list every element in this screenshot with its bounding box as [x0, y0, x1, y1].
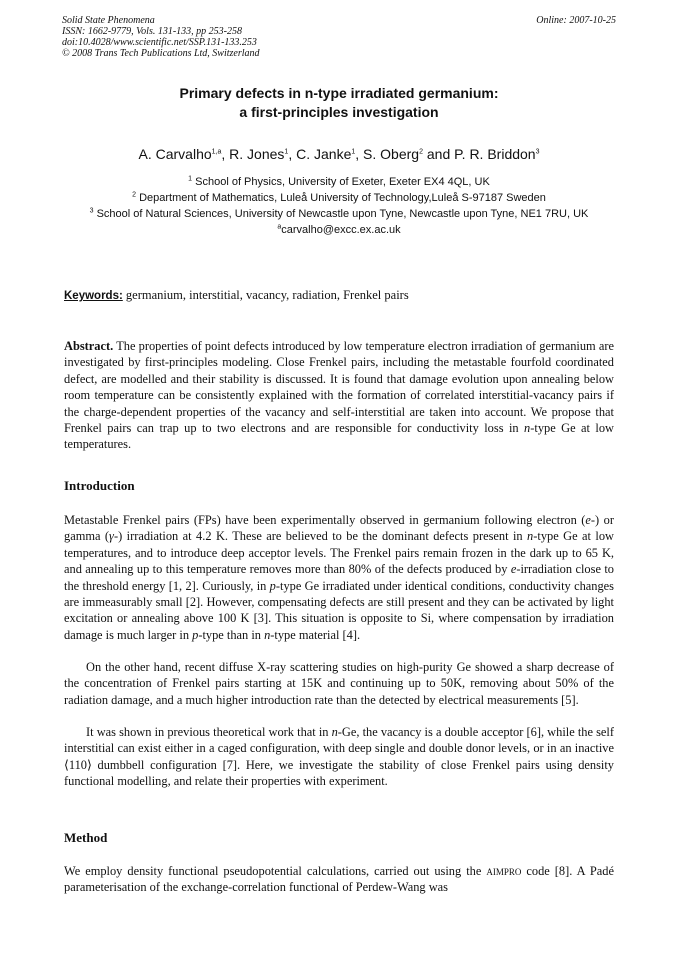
affiliation-1: [62, 174, 616, 190]
abstract-text: The properties of point defects introduced by low temperature electron irradiation of germanium are investigated by first-principles modeling. Close Frenkel pairs, including the metastable fourfold coordinated defect, are modelled and their stability is discussed. It is found that damage evolution upon annealing below room temperature can be consistently explained with the formation of correlated interstitial-vacancy pairs if the charge-dependent properties of the vacancy and self-interstitial are taken into account. We propose that Frenkel pairs can trap up to two electrons and are responsible for conductivity loss in: [64, 339, 615, 436]
affiliation-text: School of Natural Sciences, University of Newcastle upon Tyne, Newcastle upon Tyne, NE1 7RU, UK: [96, 208, 589, 220]
abstract: [64, 338, 614, 453]
italic-p: p: [269, 578, 276, 593]
text-run: -) or gamma (: [64, 513, 614, 544]
author-name: P. R. Briddon: [454, 146, 536, 162]
doi-line: doi:10.4028/www.scientific.net/SSP.131-133.253: [62, 37, 257, 48]
affiliation-text: Department of Mathematics, Luleå University of Technology,Luleå S-97187 Sweden: [139, 192, 546, 204]
affiliation-text: School of Physics, University of Exeter, Exeter EX4 4QL, UK: [195, 176, 490, 188]
section-heading-introduction: Introduction: [64, 478, 135, 493]
email-address: carvalho@excc.ex.ac.uk: [281, 224, 401, 236]
italic-n: n: [524, 421, 531, 436]
text-run: -type material [4].: [270, 627, 361, 642]
text-run: -irradiation close to the threshold energy [1, 2]. Curiously, in: [64, 562, 614, 593]
intro-paragraph-1: [64, 512, 614, 643]
author-superscript: 1,a: [211, 148, 222, 156]
text-run: We employ density functional pseudopotential calculations, carried out using the: [64, 864, 482, 878]
email-line: [62, 222, 616, 238]
keywords: [64, 288, 409, 303]
text-run: -type Ge irradiated under identical conditions, conductivity changes are immeasurably small [2]. However, compensating defects are still present and they can be activated by light excitation or annealing above 100 K [3]. This situation is opposite to Si, where compensation by irradiation damage is much larger in: [64, 578, 614, 642]
paper-title: [62, 84, 616, 122]
author-superscript: 2: [419, 148, 423, 156]
email-superscript: a: [277, 223, 282, 231]
code-name: aimpro: [486, 864, 522, 878]
section-heading-method: Method: [64, 830, 108, 845]
author-name: A. Carvalho: [138, 146, 212, 162]
online-date: Online: 2007-10-25: [536, 15, 616, 26]
text-run: Metastable Frenkel pairs (FPs) have been experimentally observed in germanium following electron (: [64, 513, 586, 527]
affiliations: [62, 174, 616, 238]
author-name: C. Janke: [296, 146, 352, 162]
issn-line: ISSN: 1662-9779, Vols. 131-133, pp 253-258: [62, 26, 242, 37]
author-superscript: 3: [535, 148, 540, 156]
text-run: -Ge, the vacancy is a double acceptor [6], while the self interstitial can exist either in a caged configuration, with deep single and double donor levels, or in an inactive ⟨110⟩ dumbbell configuration [7]. Here, we investigate the stability of close Frenkel pairs using density functional modelling, and relate their properties with experiment.: [64, 725, 614, 789]
text-run: code [8]. A Padé parameterisation of the exchange-correlation functional of Perdew-Wang was: [64, 864, 614, 895]
affiliation-superscript: 3: [89, 207, 94, 215]
journal-name: Solid State Phenomena: [62, 15, 155, 26]
author-superscript: 1: [351, 148, 356, 156]
italic-p: p: [192, 627, 199, 642]
keywords-text: germanium, interstitial, vacancy, radiation, Frenkel pairs: [125, 288, 409, 302]
author-name: R. Jones: [229, 146, 285, 162]
author-list: A. Carvalho$^{1,a}$, R. Jones$^1$, C. Janke$^1$, S. Oberg$^2$ and P. R. Briddon$^3$: [138, 146, 540, 162]
author-conjunction: and: [426, 146, 451, 162]
italic-n: n: [527, 529, 534, 544]
copyright-line: © 2008 Trans Tech Publications Ltd, Switzerland: [62, 48, 260, 59]
text-run: It was shown in previous theoretical work that in: [86, 725, 329, 739]
journal-header: [62, 15, 616, 59]
title-line-2: a first-principles investigation: [239, 104, 439, 120]
italic-gamma: γ: [109, 529, 114, 544]
text-run: -type than in: [198, 627, 261, 642]
author-name: S. Oberg: [363, 146, 420, 162]
italic-n: n: [264, 627, 271, 642]
italic-n: n: [331, 725, 338, 739]
affiliation-superscript: 2: [132, 191, 136, 199]
method-paragraph: [64, 863, 614, 896]
affiliation-3: [62, 206, 616, 222]
intro-paragraph-2: On the other hand, recent diffuse X-ray scattering studies on high-purity Ge showed a sharp decrease of the concentration of Frenkel pairs starting at 15K and continuing up to 50K, removing about 50% of the radiation damage, and a much higher introduction rate than the detected by electrical measurements [5].: [64, 660, 614, 707]
italic-e: e: [510, 562, 517, 577]
text-run: -type Ge at low temperatures, and to introduce deep acceptor levels. The Frenkel pairs remain frozen in the dark up to 65 K, and annealing up to this temperature removes more than 80% of the defects produced by: [64, 529, 614, 577]
title-line-1: Primary defects in n-type irradiated germanium:: [179, 85, 499, 101]
italic-e: e: [585, 513, 591, 527]
abstract-label: Abstract.: [64, 339, 114, 353]
text-run: -) irradiation at 4.2 K. These are believed to be the dominant defects present in: [113, 529, 523, 544]
abstract-text-end: -type Ge at low temperatures.: [64, 421, 614, 452]
affiliation-2: [62, 190, 616, 206]
author-superscript: 1: [284, 148, 289, 156]
intro-paragraph-3: [64, 724, 614, 790]
keywords-label: Keywords:: [64, 290, 123, 302]
affiliation-superscript: 1: [188, 175, 193, 183]
